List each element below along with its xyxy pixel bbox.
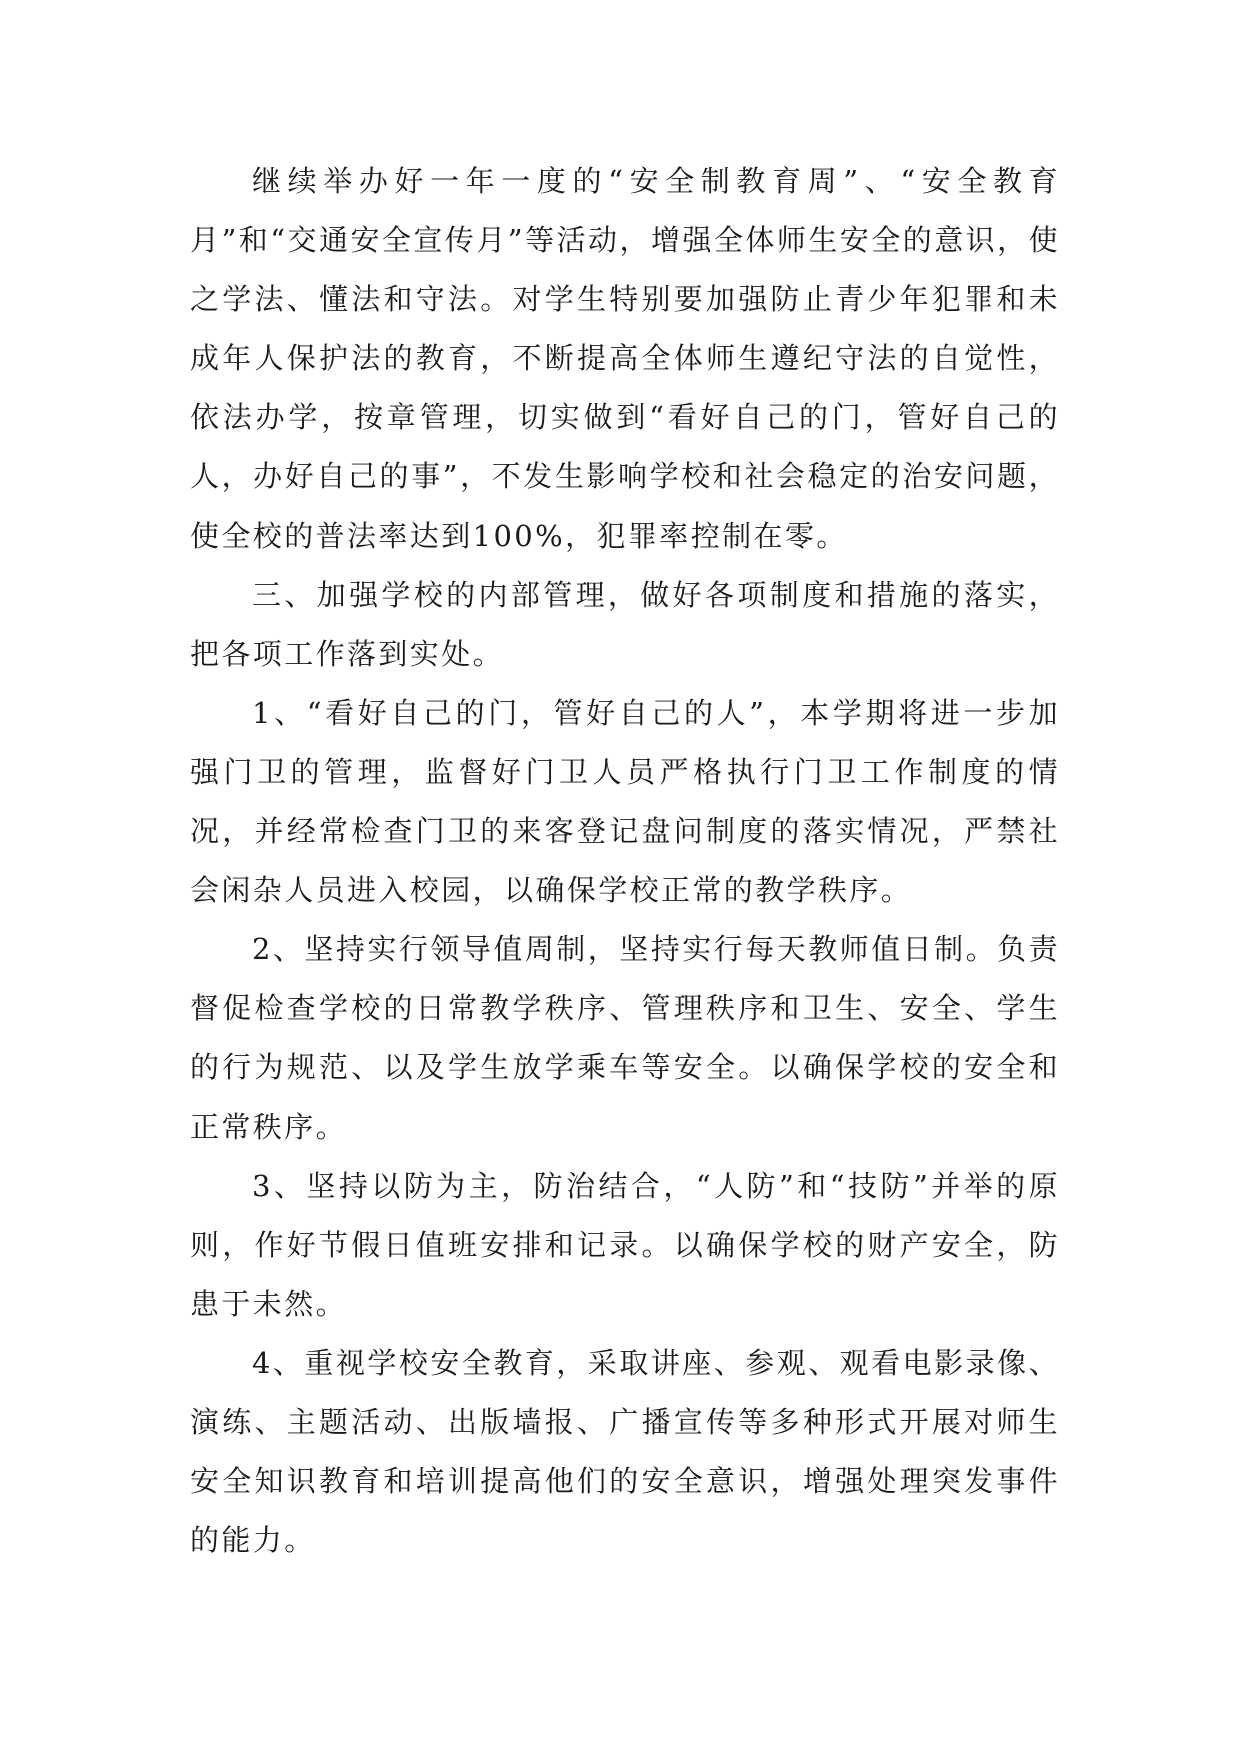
paragraph-2: 三、加强学校的内部管理，做好各项制度和措施的落实，把各项工作落到实处。 (190, 577, 1060, 671)
paragraph-6: 4、重视学校安全教育，采取讲座、参观、观看电影录像、演练、主题活动、出版墙报、广播宣传等多种形式开展对师生安全知识教育和培训提高他们的安全意识，增强处理突发事件的能力。 (190, 1345, 1060, 1558)
paragraph-1: 继续举办好一年一度的“安全制教育周”、“安全教育月”和“交通安全宣传月”等活动，增强全体师生安全的意识，使之学法、懂法和守法。对学生特别要加强防止青少年犯罪和未成年人保护法的教育，不断提高全体师生遵纪守法的自觉性，依法办学，按章管理，切实做到“看好自己的门，管好自己的人，办好自己的事”，不发生影响学校和社会稳定的治安问题，使全校的普法率达到100%，犯罪率控制在零。 (190, 164, 1060, 553)
document-body (190, 152, 1060, 1570)
paragraph-4: 2、坚持实行领导值周制，坚持实行每天教师值日制。负责督促检查学校的日常教学秩序、管理秩序和卫生、安全、学生的行为规范、以及学生放学乘车等安全。以确保学校的安全和正常秩序。 (190, 932, 1060, 1144)
paragraph-5: 3、坚持以防为主，防治结合，“人防”和“技防”并举的原则，作好节假日值班安排和记录。以确保学校的财产安全，防患于未然。 (190, 1168, 1060, 1321)
paragraph-3: 1、“看好自己的门，管好自己的人”，本学期将进一步加强门卫的管理，监督好门卫人员严格执行门卫工作制度的情况，并经常检查门卫的来客登记盘问制度的落实情况，严禁社会闲杂人员进入校园，以确保学校正常的教学秩序。 (190, 695, 1060, 908)
